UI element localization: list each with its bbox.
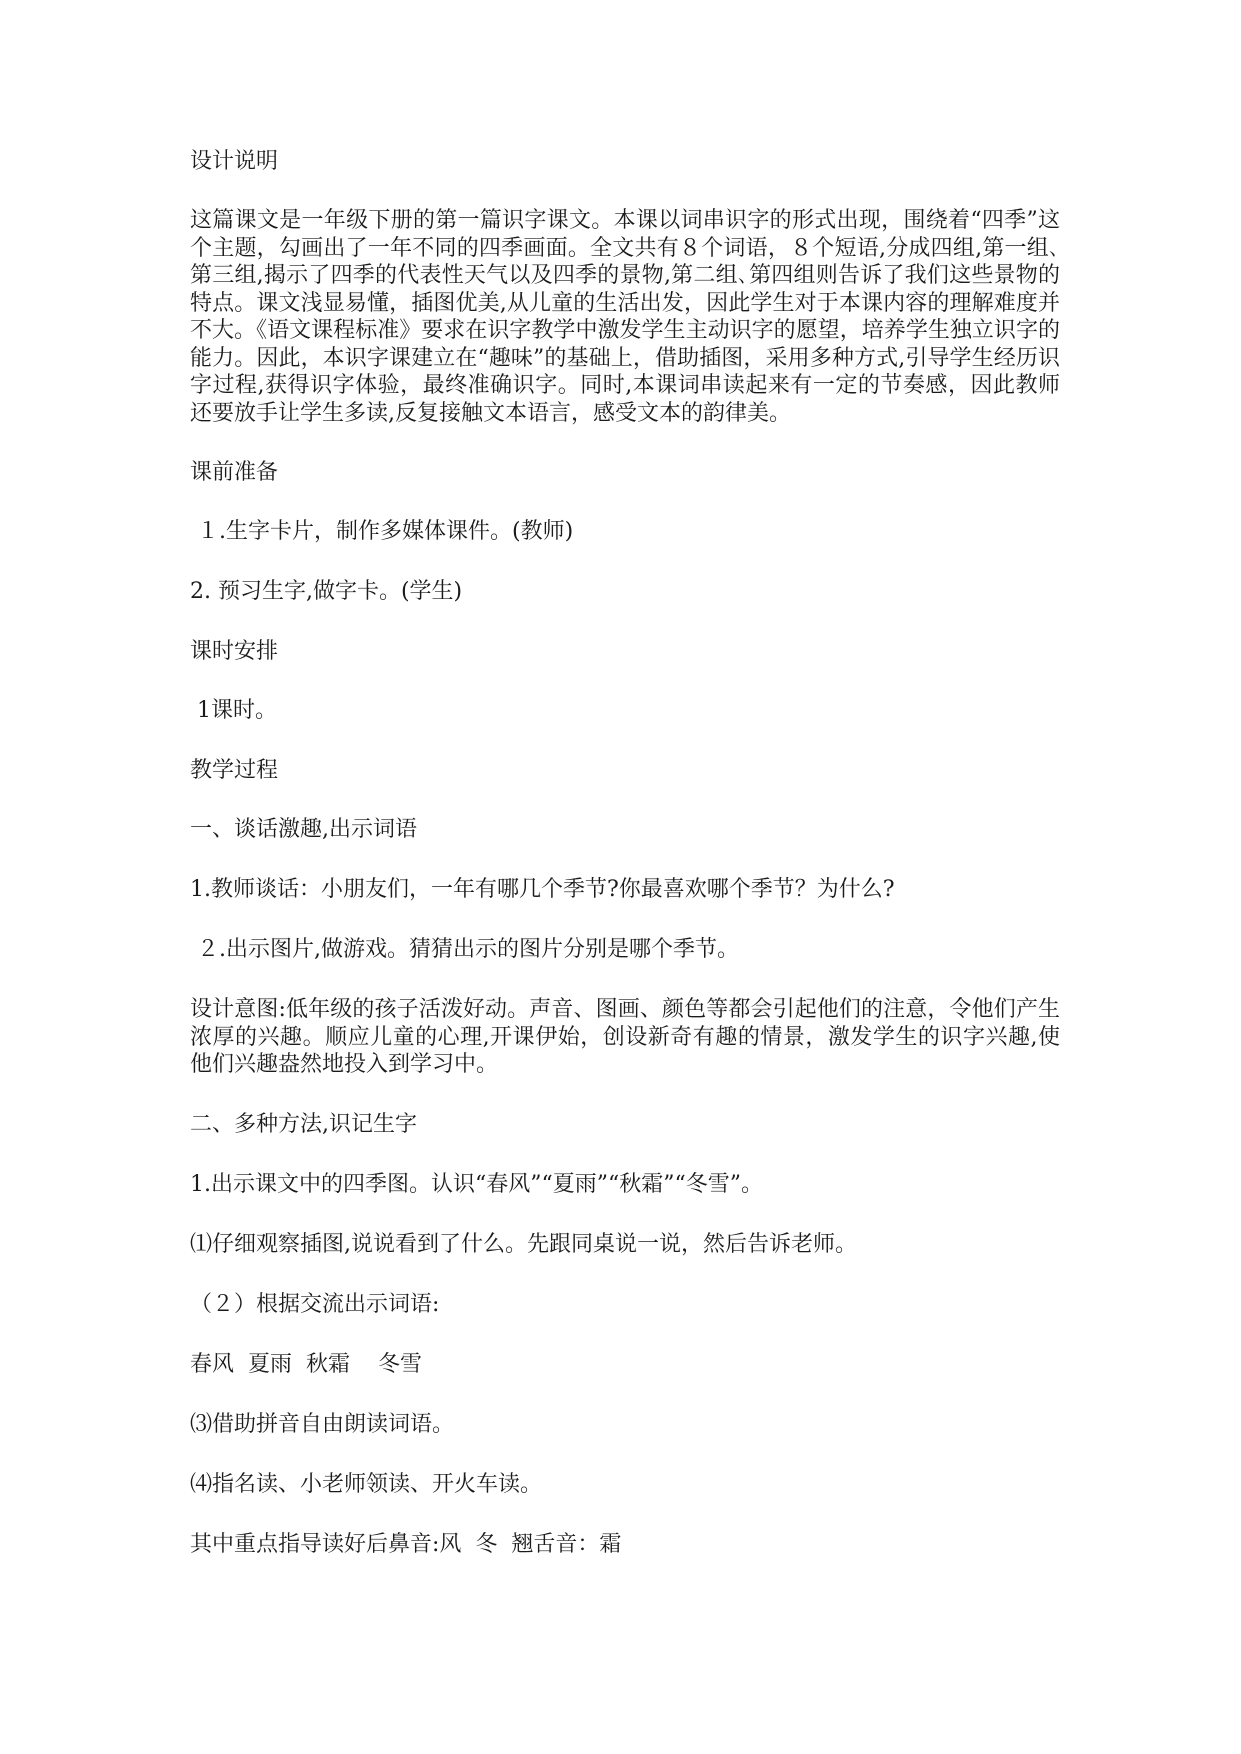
document-page [190,148,1060,1591]
prep-item-1: １.生字卡片，制作多媒体课件。(教师) [190,519,574,544]
step2-sub-3: ⑶借助拼音自由朗读词语。 [190,1411,455,1437]
heading-prep: 课前准备 [190,460,279,485]
step2-title: 二、多种方法,识记生字 [190,1111,417,1137]
design-paragraph: 这篇课文是一年级下册的第一篇识字课文。本课以词串识字的形式出现，围绕着“四季”这个主题，勾画出了一年不同的四季画面。全文共有８个词语，８个短语,分成四组,第一组､第三组,揭示了四季的代表性天气以及四季的景物,第二组､第四组则告诉了我们这些景物的特点。课文浅显易懂，插图优美,从儿童的生活出发，因此学生对于本课内容的理解难度并不大。《语文课程标准》要求在识字教学中激发学生主动识字的愿望，培养学生独立识字的能力。因此，本识字课建立在“趣味”的基础上，借助插图，采用多种方式,引导学生经历识字过程,获得识字体验，最终准确识字。同时,本课词串读起来有一定的节奏感，因此教师还要放手让学生多读,反复接触文本语言，感受文本的韵律美。 [190,208,1060,426]
prep-item-2: 2. 预习生字,做字卡。(学生) [190,579,463,604]
step1-intent-paragraph: 设计意图:低年级的孩子活泼好动。声音、图画、颜色等都会引起他们的注意，令他们产生浓厚的兴趣。顺应儿童的心理,开课伊始，创设新奇有趣的情景，激发学生的识字兴趣,使他们兴趣盎然地投入到学习中。 [190,997,1060,1077]
step2-item-1: 1.出示课文中的四季图。认识“春风”“夏雨”“秋霜”“冬雪”。 [190,1171,763,1197]
step2-sub-4: ⑷指名读、小老师领读、开火车读。 [190,1471,543,1497]
step1-item-2: ２.出示图片,做游戏。猜猜出示的图片分别是哪个季节。 [190,937,739,962]
heading-process: 教学过程 [190,758,279,783]
step2-sub-2: （２）根据交流出示词语: [190,1291,440,1317]
step2-sub-1: ⑴仔细观察插图,说说看到了什么。先跟同桌说一说，然后告诉老师。 [190,1231,857,1257]
step2-words: 春风 夏雨 秋霜 冬雪 [190,1351,422,1377]
schedule-text: 1课时。 [190,698,277,723]
step1-item-1: 1.教师谈话：小朋友们，一年有哪几个季节?你最喜欢哪个季节？为什么? [190,877,895,902]
heading-design: 设计说明 [190,149,279,174]
step2-focus: 其中重点指导读好后鼻音:风 冬 翘舌音：霜 [190,1531,622,1557]
heading-schedule: 课时安排 [190,639,279,664]
step1-title: 一、谈话激趣,出示词语 [190,817,417,842]
